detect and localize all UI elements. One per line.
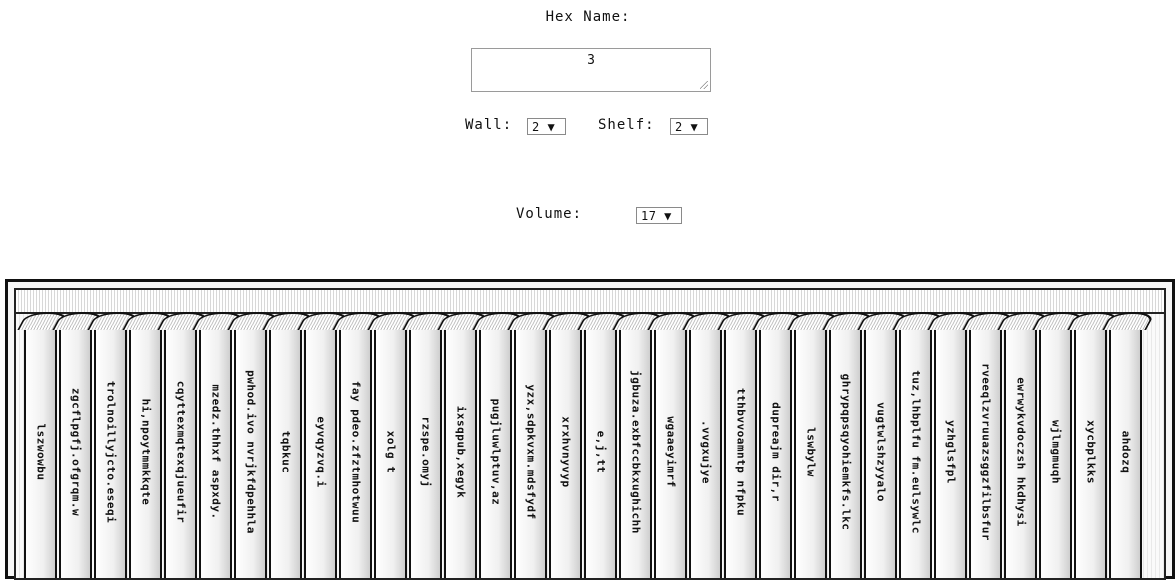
book-title: pwhod.ivo nvrjkfdpehhla	[244, 370, 257, 534]
book-spine[interactable]	[199, 326, 232, 578]
book-spine[interactable]	[1074, 326, 1107, 578]
book-spine[interactable]	[724, 326, 757, 578]
book-spine[interactable]	[794, 326, 827, 578]
book-title: xolg t	[384, 430, 397, 474]
book-spine[interactable]	[234, 326, 267, 578]
book-title: pugjluwlptuv,az	[489, 398, 502, 506]
book-title: .vvgxujye	[699, 419, 712, 485]
book-spine[interactable]	[444, 326, 477, 578]
book-title: trolnoillyjcto.eseqi	[104, 380, 117, 524]
book-spine[interactable]	[864, 326, 897, 578]
bookshelf	[5, 279, 1175, 579]
book-spine[interactable]	[1109, 326, 1142, 578]
wall-label: Wall:	[465, 117, 513, 133]
book-title: mzedz.thhxf aspxdy.	[209, 384, 222, 520]
book-title: lszwowbu	[34, 423, 47, 481]
book-title: cqyttexmqtexqjueufir	[174, 380, 187, 524]
book-spine[interactable]	[934, 326, 967, 578]
book-spine[interactable]	[269, 326, 302, 578]
book-spine[interactable]	[1004, 326, 1037, 578]
shelf-select[interactable]: 2 ▼	[670, 118, 708, 135]
book-spine[interactable]	[584, 326, 617, 578]
book-title: e,j,tt	[594, 430, 607, 474]
book-spine[interactable]	[129, 326, 162, 578]
book-spine[interactable]	[59, 326, 92, 578]
book-title: xycbplkks	[1084, 419, 1097, 485]
shelf-label: Shelf:	[598, 117, 655, 133]
book-spine[interactable]	[969, 326, 1002, 578]
book-row	[24, 314, 1156, 578]
book-spine[interactable]	[409, 326, 442, 578]
book-title: rzspe.omyj	[419, 416, 432, 488]
book-spine[interactable]	[514, 326, 547, 578]
book-spine[interactable]	[94, 326, 127, 578]
book-title: wgaaeyimrf	[664, 416, 677, 488]
book-title: jgbuza.exbfccbkxughichh	[629, 370, 642, 534]
book-title: yzhglsfpl	[944, 419, 957, 485]
book-title: rveeqlzvruuazsggzfilbsfur	[979, 362, 992, 542]
volume-select[interactable]: 17 ▼	[636, 207, 682, 224]
book-title: tuz,lhbplfu fm.eulsywlc	[909, 370, 922, 534]
book-title: vugtwlshzyyalo	[874, 402, 887, 502]
book-title: eyvqyzvq.i	[314, 416, 327, 488]
book-title: lswbylw	[804, 427, 817, 477]
wall-select[interactable]: 2 ▼	[527, 118, 566, 135]
book-title: tqbkuc	[279, 430, 292, 474]
resize-handle-icon[interactable]	[700, 81, 708, 89]
book-title: ewrwykvdoczsh hkdhysi	[1014, 377, 1027, 527]
book-spine[interactable]	[759, 326, 792, 578]
book-title: dupreajm dir,r	[769, 402, 782, 502]
book-spine[interactable]	[304, 326, 337, 578]
bookshelf-inner	[14, 288, 1166, 580]
book-spine[interactable]	[1039, 326, 1072, 578]
book-title: tthbvvoamntp nfpku	[734, 387, 747, 517]
book-spine[interactable]	[24, 326, 57, 578]
book-title: zgcflpgfj.ofgrqm.w	[69, 387, 82, 517]
book-spine[interactable]	[479, 326, 512, 578]
book-spine[interactable]	[899, 326, 932, 578]
book-spine[interactable]	[164, 326, 197, 578]
volume-label: Volume:	[516, 206, 583, 222]
book-spine[interactable]	[549, 326, 582, 578]
book-spine[interactable]	[339, 326, 372, 578]
book-title: yzx,sdpkvxm.mdsfydf	[524, 384, 537, 520]
book-title: ghrypqpsqyohiemkfs.lkc	[839, 373, 852, 531]
book-title: hi,npoytmmkkqte	[139, 398, 152, 506]
hex-name-input[interactable]	[471, 48, 711, 92]
book-title: ixsqpub,xegyk	[454, 405, 467, 499]
book-title: xrxhvnyvyp	[559, 416, 572, 488]
book-spine[interactable]	[374, 326, 407, 578]
book-title: fay pdeo.zfztmhotwuu	[349, 380, 362, 524]
book-title: wjlmgmuqh	[1049, 419, 1062, 485]
hex-name-label: Hex Name:	[545, 9, 631, 25]
bookshelf-ledge	[16, 290, 1164, 314]
book-spine[interactable]	[689, 326, 722, 578]
hex-name-value: 3	[587, 53, 595, 68]
book-spine[interactable]	[654, 326, 687, 578]
book-spine[interactable]	[829, 326, 862, 578]
book-title: ahdozq	[1119, 430, 1132, 474]
book-spine[interactable]	[619, 326, 652, 578]
